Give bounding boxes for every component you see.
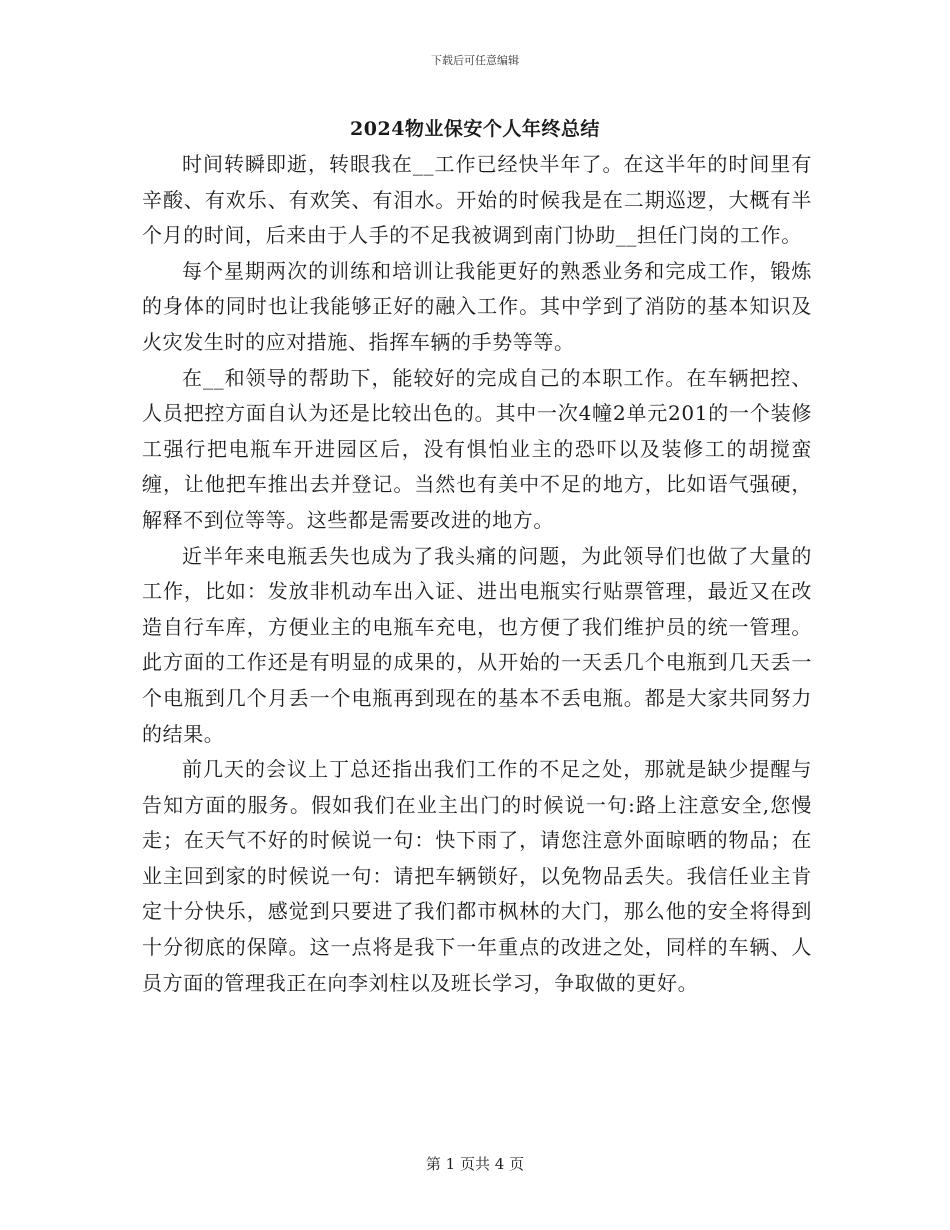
document-title: 2024物业保安个人年终总结 xyxy=(350,118,600,140)
paragraph-1: 时间转瞬即逝，转眼我在__工作已经快半年了。在这半年的时间里有辛酸、有欢乐、有欢笑、有泪水。开始的时候我是在二期巡逻，大概有半个月的时间，后来由于人手的不足我被调到南门协助__担任门岗的工作。 xyxy=(142,152,812,248)
paragraph-4: 近半年来电瓶丢失也成为了我头痛的问题，为此领导们也做了大量的工作，比如：发放非机动车出入证、进出电瓶实行贴票管理，最近又在改造自行车库，方便业主的电瓶车充电，也方便了我们维护员的统一管理。此方面的工作还是有明显的成果的，从开始的一天丢几个电瓶到几天丢一个电瓶到几个月丢一个电瓶再到现在的基本不丢电瓶。都是大家共同努力的结果。 xyxy=(142,543,812,746)
paragraph-2: 每个星期两次的训练和培训让我能更好的熟悉业务和完成工作，锻炼的身体的同时也让我能够正好的融入工作。其中学到了消防的基本知识及火灾发生时的应对措施、指挥车辆的手势等等。 xyxy=(142,258,812,354)
paragraph-5: 前几天的会议上丁总还指出我们工作的不足之处，那就是缺少提醒与告知方面的服务。假如我们在业主出门的时候说一句:路上注意安全,您慢走；在天气不好的时候说一句：快下雨了，请您注意外面晾晒的物品；在业主回到家的时候说一句：请把车辆锁好，以免物品丢失。我信任业主肯定十分快乐，感觉到只要进了我们都市枫林的大门，那么他的安全将得到十分彻底的保障。这一点将是我下一年重点的改进之处，同样的车辆、人员方面的管理我正在向李刘柱以及班长学习，争取做的更好。 xyxy=(142,757,812,995)
page-number-footer: 第 1 页共 4 页 xyxy=(425,1155,525,1173)
document-body xyxy=(142,147,812,1001)
header-note: 下载后可任意编辑 xyxy=(431,54,519,67)
paragraph-3: 在__和领导的帮助下，能较好的完成自己的本职工作。在车辆把控、人员把控方面自认为还是比较出色的。其中一次4幢2单元201的一个装修工强行把电瓶车开进园区后，没有惧怕业主的恐吓以及装修工的胡搅蛮缠，让他把车推出去并登记。当然也有美中不足的地方，比如语气强硬，解释不到位等等。这些都是需要改进的地方。 xyxy=(142,365,812,532)
